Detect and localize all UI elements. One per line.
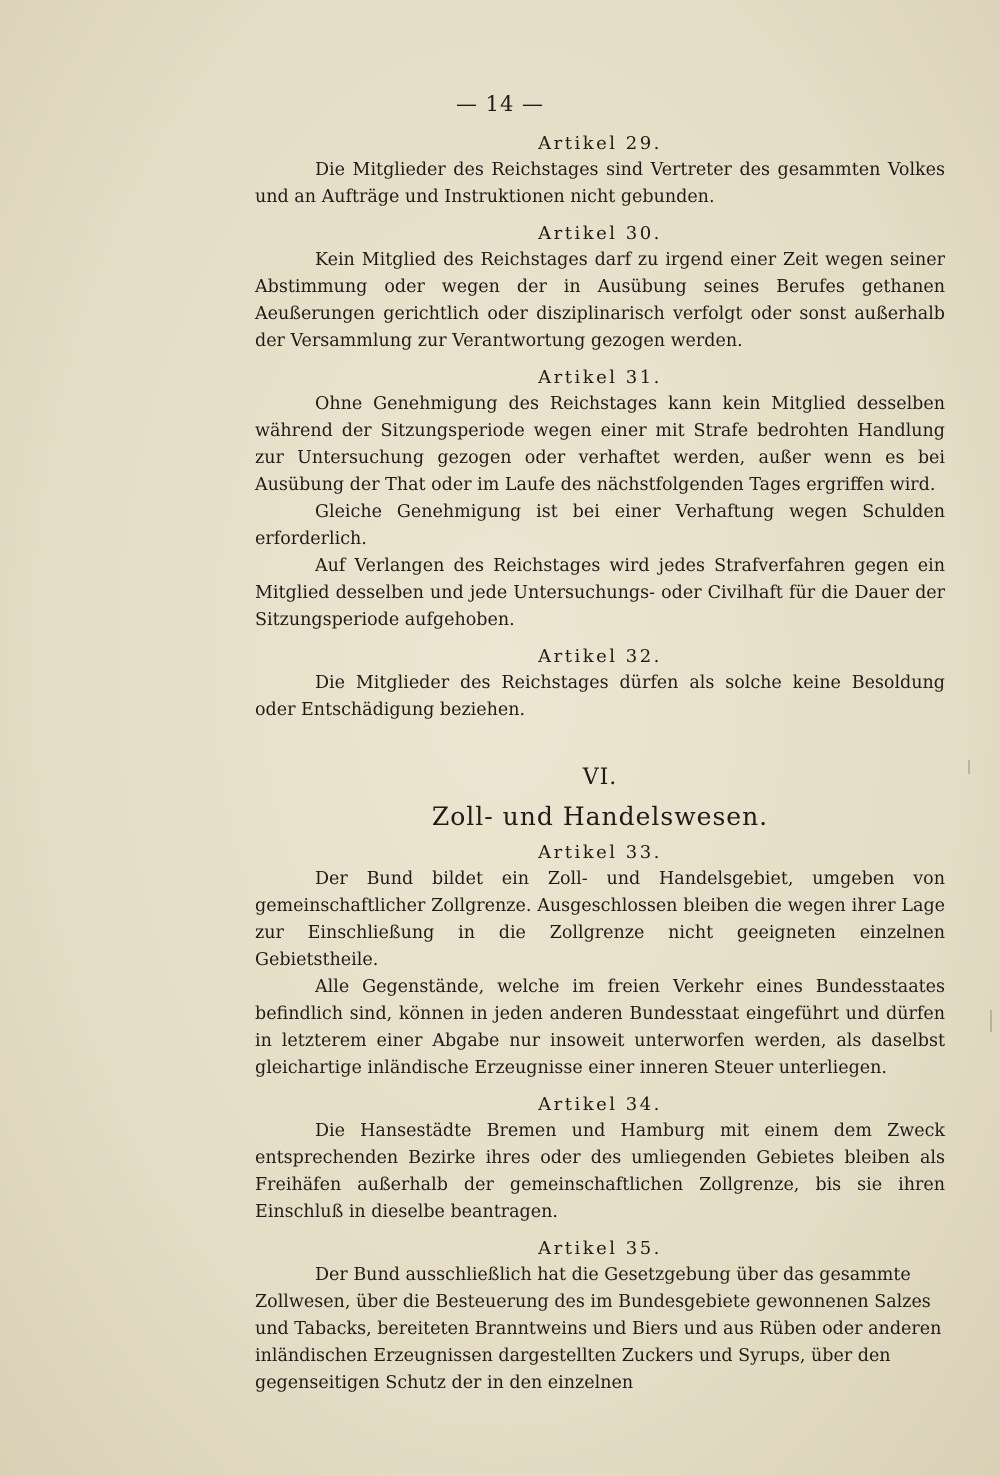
article-heading: Artikel 33.: [538, 842, 662, 863]
article-heading: Artikel 34.: [538, 1094, 662, 1115]
article-heading: Artikel 31.: [538, 367, 662, 388]
paragraph-continued: Der Bund ausschließlich hat die Gesetzgebung über das gesammte Zollwesen, über die Besteuerung des im Bundesgebiete gewonnenen Salzes und Tabacks, bereiteten Branntweins und Biers und aus Rüben oder anderen inländischen Erzeugnissen dargestellten Zuckers und Syrups, über den gegenseitigen Schutz der in den einzelnen: [255, 1265, 942, 1393]
article-heading: Artikel 29.: [538, 133, 662, 154]
article-heading: Artikel 32.: [538, 646, 662, 667]
paragraph: Alle Gegenstände, welche im freien Verkehr eines Bundesstaates befindlich sind, können in jeden anderen Bundesstaat eingeführt und dürfen in letzterem einer Abgabe nur insoweit unterworfen werden, als daselbst gleichartige inländische Erzeugnisse einer inneren Steuer unterliegen.: [255, 977, 945, 1078]
paragraph: Ohne Genehmigung des Reichstages kann kein Mitglied desselben während der Sitzungsperiode wegen einer mit Strafe bedrohten Handlung zur Untersuchung gezogen oder verhaftet werden, außer wenn es bei Ausübung der That oder im Laufe des nächstfolgenden Tages ergriffen wird.: [255, 394, 945, 495]
paragraph: Der Bund bildet ein Zoll- und Handelsgebiet, umgeben von gemeinschaftlicher Zollgrenze. Ausgeschlossen bleiben die wegen ihrer Lage zur Einschließung in die Zollgrenze nicht geeigneten einzelnen Gebietstheile.: [255, 869, 945, 970]
section-title: Zoll- und Handelswesen.: [431, 802, 769, 831]
margin-mark: [968, 760, 970, 774]
paragraph: Die Hansestädte Bremen und Hamburg mit einem dem Zweck entsprechenden Bezirke ihres oder des umliegenden Gebietes bleiben als Freihäfen außerhalb der gemeinschaftlichen Zollgrenze, bis sie ihren Einschluß in dieselbe beantragen.: [255, 1121, 945, 1222]
paragraph: Die Mitglieder des Reichstages sind Vertreter des gesammten Volkes und an Aufträge und Instruktionen nicht gebunden.: [255, 160, 945, 207]
paragraph: Auf Verlangen des Reichstages wird jedes Strafverfahren gegen ein Mitglied desselben und jede Untersuchungs- oder Civilhaft für die Dauer der Sitzungsperiode aufgehoben.: [255, 556, 945, 630]
page-text: [255, 126, 945, 1397]
article-heading: Artikel 30.: [538, 223, 662, 244]
margin-mark: [990, 1010, 992, 1032]
paragraph: Die Mitglieder des Reichstages dürfen als solche keine Besoldung oder Entschädigung beziehen.: [255, 673, 945, 720]
paragraph: Gleiche Genehmigung ist bei einer Verhaftung wegen Schulden erforderlich.: [255, 502, 945, 549]
page-number: — 14 —: [455, 92, 545, 116]
paragraph: Kein Mitglied des Reichstages darf zu irgend einer Zeit wegen seiner Abstimmung oder wegen der in Ausübung seines Berufes gethanen Aeußerungen gerichtlich oder disziplinarisch verfolgt oder sonst außerhalb der Versammlung zur Verantwortung gezogen werden.: [255, 250, 945, 351]
section-number: VI.: [582, 765, 618, 790]
article-heading: Artikel 35.: [538, 1238, 662, 1259]
